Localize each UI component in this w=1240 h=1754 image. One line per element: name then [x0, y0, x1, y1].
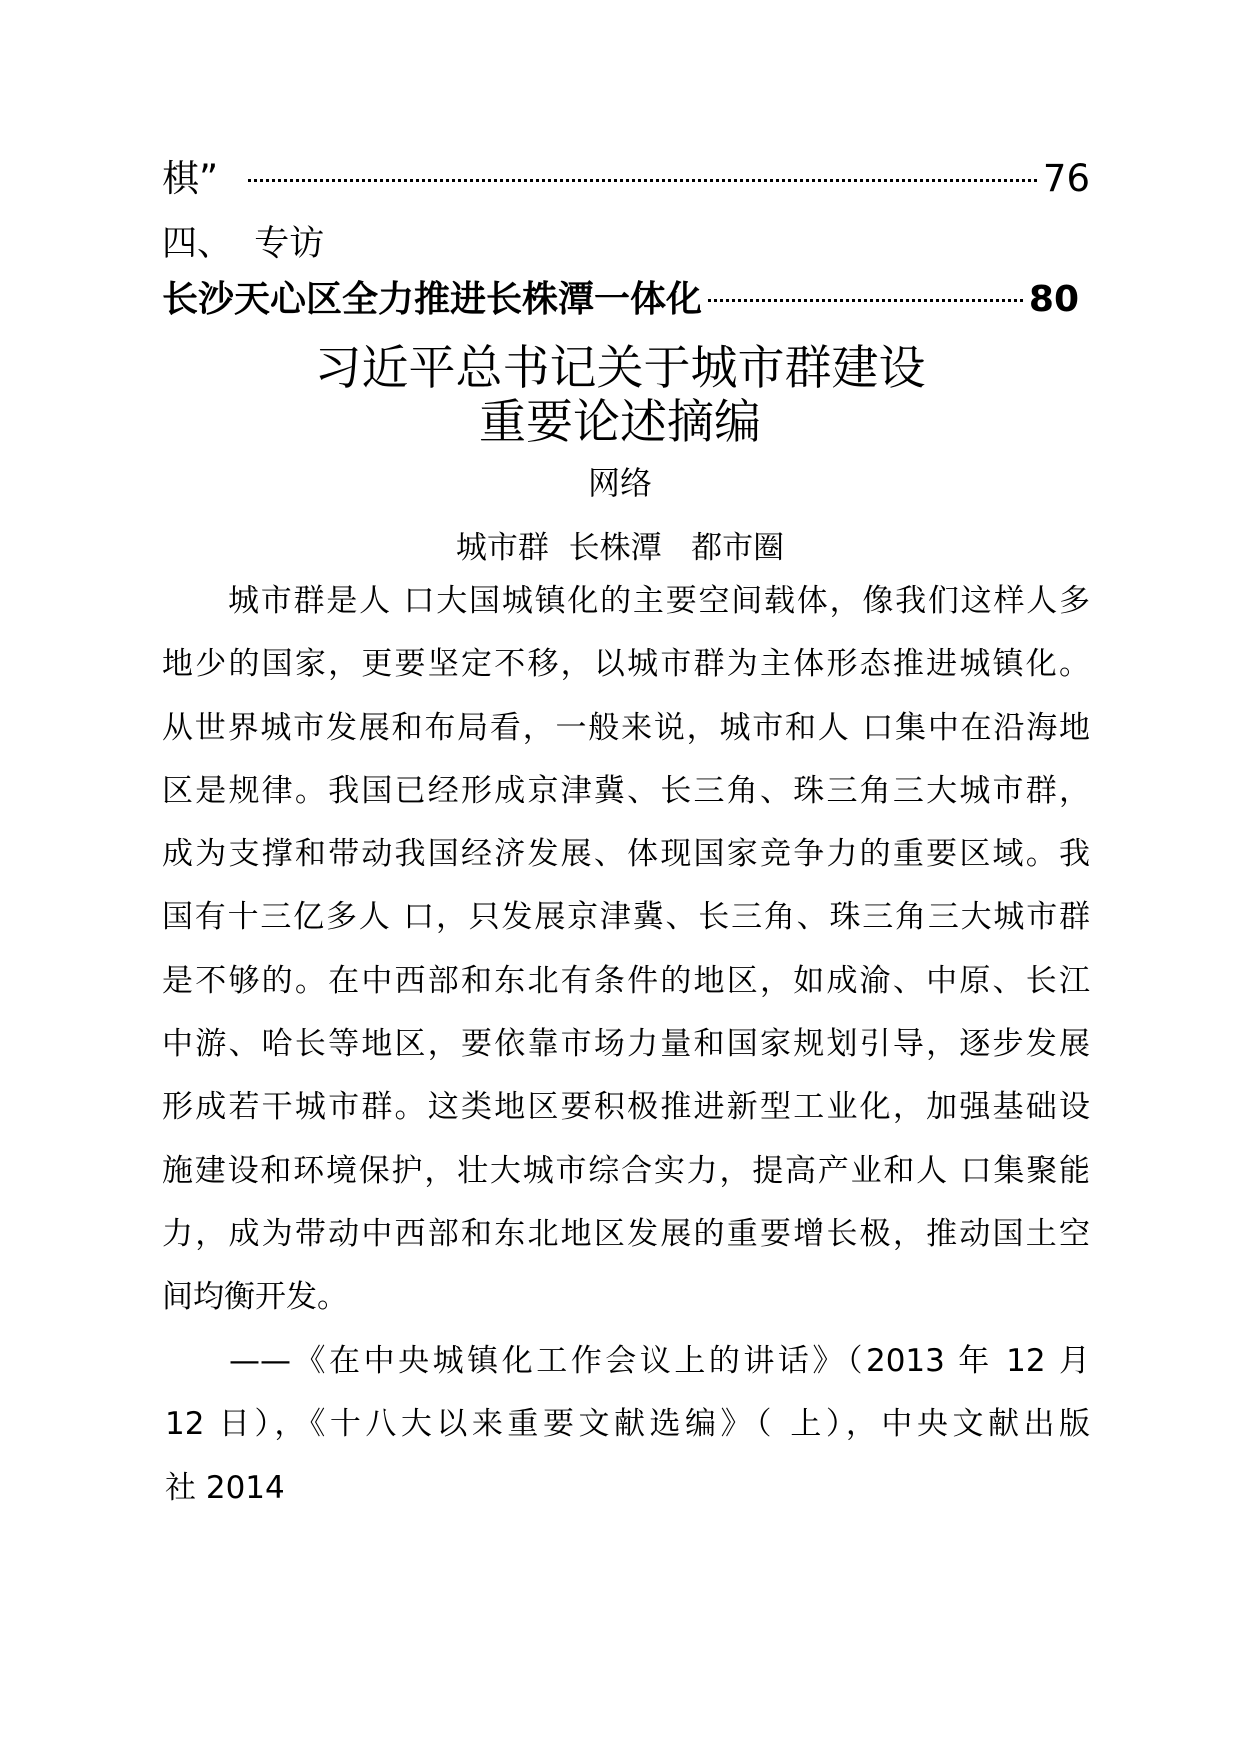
toc-entry-page: 80 — [1028, 279, 1079, 320]
toc-entry — [162, 149, 1090, 209]
citation-line: ——《在中央城镇化工作会议上的讲话》（2013 年 12 月 — [229, 1343, 1090, 1379]
body-line: 间均衡开发。 — [162, 1279, 348, 1316]
article-keywords: 城市群 长株潭 都市圈 — [455, 530, 785, 566]
article-title: 重要论述摘编 — [479, 395, 761, 450]
citation-line: 社 2014 — [165, 1469, 285, 1506]
article-title: 习近平总书记关于城市群建设 — [314, 341, 926, 396]
body-line: 成为支撑和带动我国经济发展、体现国家竞争力的重要区域。我 — [162, 836, 1090, 873]
body-line: 力，成为带动中西部和东北地区发展的重要增长极，推动国土空 — [162, 1215, 1090, 1252]
body-line: 从世界城市发展和布局看，一般来说，城市和人 口集中在沿海地 — [162, 709, 1090, 746]
toc-entry-title: 棋” — [162, 157, 219, 200]
toc-entry-page: 76 — [1042, 157, 1090, 200]
article-body — [162, 570, 1090, 1330]
body-line: 城市群是人 口大国城镇化的主要空间载体，像我们这样人多 — [228, 583, 1090, 619]
body-line: 国有十三亿多人 口，只发展京津冀、长三角、珠三角三大城市群 — [162, 899, 1090, 936]
toc-section-heading: 四、 专访 — [162, 224, 325, 264]
body-line: 中游、哈长等地区，要依靠市场力量和国家规划引导，逐步发展 — [162, 1026, 1090, 1063]
toc-entry-title: 长沙天心区全力推进长株潭一体化 — [162, 279, 703, 320]
article-citation — [165, 1330, 1090, 1520]
toc-entry — [162, 270, 1079, 330]
body-line: 是不够的。在中西部和东北有条件的地区，如成渝、中原、长江 — [162, 962, 1090, 999]
toc-dot-leader — [248, 179, 1037, 182]
body-line: 区是规律。我国已经形成京津冀、长三角、珠三角三大城市群， — [162, 772, 1090, 809]
body-line: 形成若干城市群。这类地区要积极推进新型工业化，加强基础设 — [162, 1089, 1090, 1126]
article-source: 网络 — [587, 464, 652, 502]
body-line: 施建设和环境保护，壮大城市综合实力，提高产业和人 口集聚能 — [162, 1152, 1090, 1189]
body-line: 地少的国家，更要坚定不移，以城市群为主体形态推进城镇化。 — [162, 646, 1090, 683]
citation-line: 12 日），《十八大以来重要文献选编》（ 上），中央文献出版 — [165, 1406, 1090, 1443]
toc-dot-leader — [708, 299, 1023, 302]
